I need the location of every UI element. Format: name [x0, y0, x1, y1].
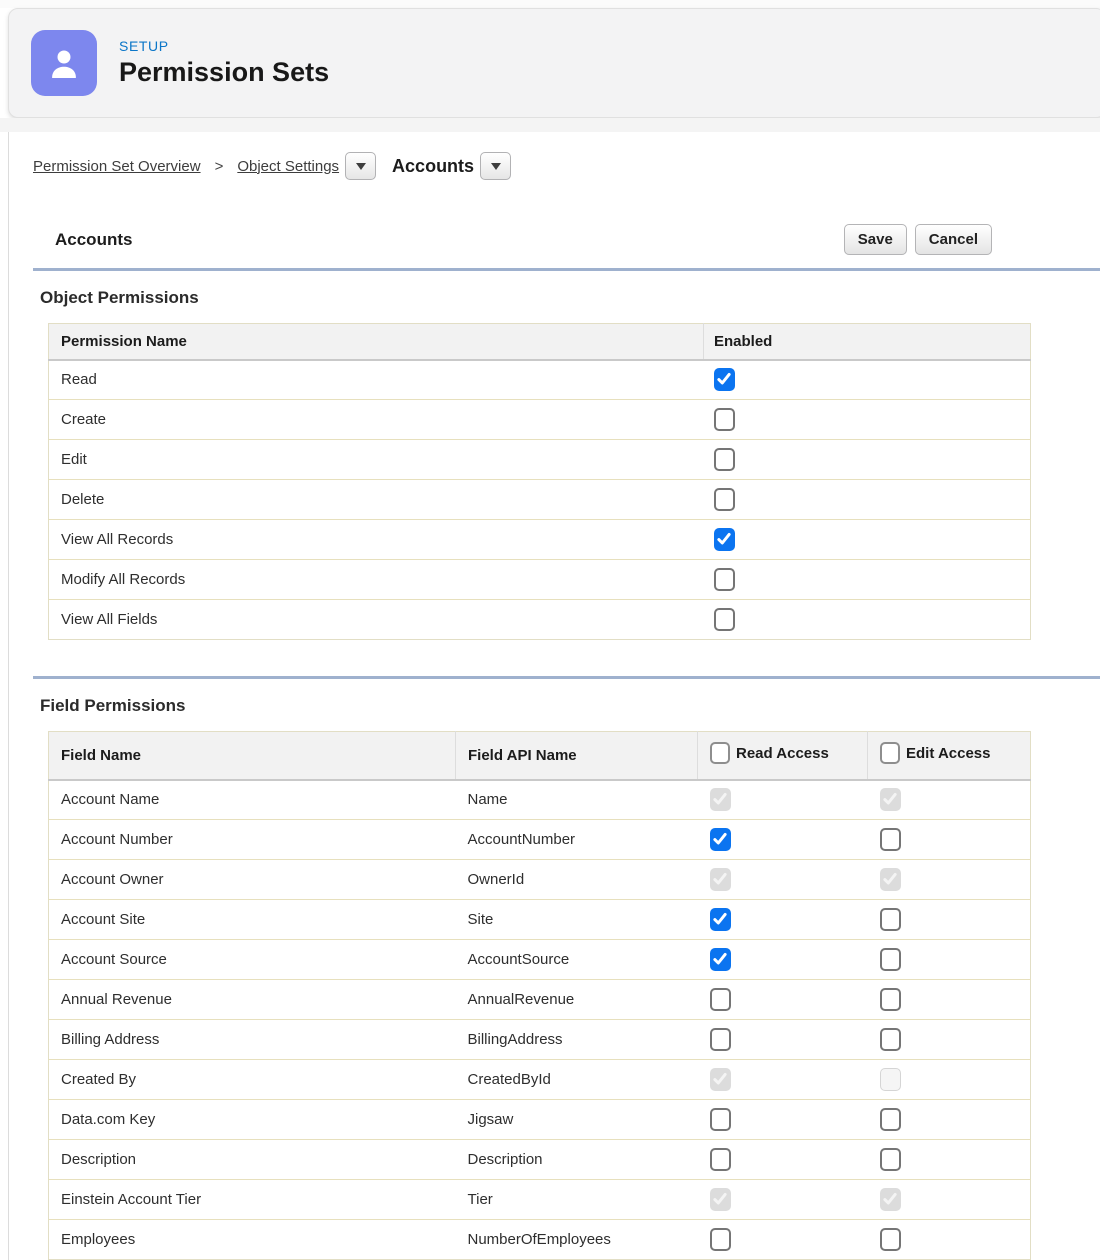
edit-access-checkbox[interactable]	[880, 948, 901, 971]
read-access-cell	[698, 780, 868, 820]
enabled-cell	[704, 560, 1031, 600]
chevron-down-icon	[491, 163, 501, 170]
edit-access-select-all-checkbox[interactable]	[880, 742, 900, 764]
enabled-checkbox[interactable]	[714, 608, 735, 631]
read-access-checkbox[interactable]	[710, 1148, 731, 1171]
enabled-cell	[704, 600, 1031, 640]
read-access-checkbox	[710, 788, 731, 811]
object-permissions-body	[49, 360, 1031, 640]
permission-name-cell: View All Records	[49, 520, 704, 560]
edit-access-checkbox[interactable]	[880, 1028, 901, 1051]
edit-access-cell	[868, 820, 1031, 860]
table-row	[49, 400, 1031, 440]
field-permissions-table	[48, 731, 1031, 1260]
table-header-row	[49, 732, 1031, 780]
field-api-name-cell: NumberOfEmployees	[456, 1220, 698, 1260]
edit-access-cell	[868, 780, 1031, 820]
action-buttons	[844, 224, 992, 255]
field-api-name-cell: CreatedById	[456, 1060, 698, 1100]
table-row	[49, 900, 1031, 940]
column-header-field-api-name: Field API Name	[456, 732, 698, 780]
enabled-cell	[704, 400, 1031, 440]
edit-access-checkbox[interactable]	[880, 1108, 901, 1131]
read-access-cell	[698, 1020, 868, 1060]
edit-access-cell	[868, 1140, 1031, 1180]
edit-access-cell	[868, 980, 1031, 1020]
read-access-cell	[698, 1060, 868, 1100]
field-name-cell: Created By	[49, 1060, 456, 1100]
edit-access-checkbox	[880, 1068, 901, 1091]
field-api-name-cell: Jigsaw	[456, 1100, 698, 1140]
breadcrumb-entity: Accounts	[392, 155, 475, 176]
edit-access-checkbox[interactable]	[880, 1148, 901, 1171]
edit-access-cell	[868, 940, 1031, 980]
field-api-name-cell: AccountSource	[456, 940, 698, 980]
permission-sets-icon	[31, 30, 97, 96]
breadcrumb-permission-set-overview-link[interactable]: Permission Set Overview	[33, 157, 201, 175]
read-access-cell	[698, 940, 868, 980]
field-name-cell: Einstein Account Tier	[49, 1180, 456, 1220]
field-api-name-cell: OwnerId	[456, 860, 698, 900]
table-row	[49, 860, 1031, 900]
table-row	[49, 600, 1031, 640]
enabled-checkbox[interactable]	[714, 368, 735, 391]
edit-access-cell	[868, 1020, 1031, 1060]
table-row	[49, 480, 1031, 520]
permission-name-cell: Delete	[49, 480, 704, 520]
table-row	[49, 520, 1031, 560]
edit-access-checkbox[interactable]	[880, 1228, 901, 1251]
permission-name-cell: Edit	[49, 440, 704, 480]
read-access-cell	[698, 1180, 868, 1220]
table-row	[49, 940, 1031, 980]
field-name-cell: Account Owner	[49, 860, 456, 900]
edit-access-label: Edit Access	[906, 744, 991, 762]
entity-dropdown-button[interactable]	[480, 152, 511, 180]
read-access-cell	[698, 1140, 868, 1180]
edit-access-cell	[868, 1060, 1031, 1100]
gray-band	[0, 118, 1100, 132]
read-access-select-all-checkbox[interactable]	[710, 742, 730, 764]
page-title: Permission Sets	[119, 57, 330, 87]
field-permissions-heading: Field Permissions	[40, 696, 186, 715]
table-row	[49, 820, 1031, 860]
read-access-checkbox[interactable]	[710, 1228, 731, 1251]
table-row	[49, 1100, 1031, 1140]
table-row	[49, 1180, 1031, 1220]
top-strip	[0, 0, 1100, 8]
table-row	[49, 980, 1031, 1020]
enabled-cell	[704, 360, 1031, 400]
read-access-checkbox	[710, 868, 731, 891]
object-settings-dropdown-button[interactable]	[345, 152, 376, 180]
edit-access-checkbox	[880, 868, 901, 891]
table-row	[49, 1020, 1031, 1060]
field-api-name-cell: Name	[456, 780, 698, 820]
main-content	[8, 132, 1100, 1260]
breadcrumb-separator: >	[214, 157, 224, 175]
permission-name-cell: Modify All Records	[49, 560, 704, 600]
object-permissions-table	[48, 323, 1031, 640]
read-access-cell	[698, 860, 868, 900]
read-access-checkbox[interactable]	[710, 1108, 731, 1131]
read-access-checkbox[interactable]	[710, 1028, 731, 1051]
field-api-name-cell: AnnualRevenue	[456, 980, 698, 1020]
setup-header-card	[8, 8, 1100, 118]
breadcrumb-object-settings-link[interactable]: Object Settings	[237, 157, 340, 175]
field-name-cell: Employees	[49, 1220, 456, 1260]
column-header-permission-name: Permission Name	[49, 324, 704, 360]
column-header-edit-access	[868, 732, 1031, 780]
table-row	[49, 440, 1031, 480]
column-header-read-access	[698, 732, 868, 780]
enabled-cell	[704, 440, 1031, 480]
enabled-cell	[704, 480, 1031, 520]
edit-access-checkbox[interactable]	[880, 828, 901, 851]
edit-access-cell	[868, 860, 1031, 900]
read-access-cell	[698, 820, 868, 860]
column-header-field-name: Field Name	[49, 732, 456, 780]
edit-access-cell	[868, 1180, 1031, 1220]
field-api-name-cell: Tier	[456, 1180, 698, 1220]
field-name-cell: Account Source	[49, 940, 456, 980]
read-access-checkbox	[710, 1188, 731, 1211]
field-name-cell: Account Number	[49, 820, 456, 860]
table-row	[49, 360, 1031, 400]
field-name-cell: Billing Address	[49, 1020, 456, 1060]
edit-access-checkbox	[880, 1188, 901, 1211]
section-divider	[33, 268, 1100, 271]
user-icon	[45, 44, 83, 82]
enabled-cell	[704, 520, 1031, 560]
permission-name-cell: Create	[49, 400, 704, 440]
field-api-name-cell: Site	[456, 900, 698, 940]
table-row	[49, 1060, 1031, 1100]
enabled-checkbox[interactable]	[714, 488, 735, 511]
field-api-name-cell: AccountNumber	[456, 820, 698, 860]
edit-access-cell	[868, 1220, 1031, 1260]
read-access-cell	[698, 1220, 868, 1260]
field-name-cell: Description	[49, 1140, 456, 1180]
table-row	[49, 1140, 1031, 1180]
entity-heading-row	[33, 224, 1100, 255]
read-access-cell	[698, 900, 868, 940]
field-name-cell: Account Site	[49, 900, 456, 940]
table-row	[49, 560, 1031, 600]
enabled-checkbox[interactable]	[714, 408, 735, 431]
table-row	[49, 780, 1031, 820]
read-access-label: Read Access	[736, 744, 829, 762]
field-api-name-cell: Description	[456, 1140, 698, 1180]
permission-name-cell: View All Fields	[49, 600, 704, 640]
column-header-enabled: Enabled	[704, 324, 1031, 360]
permission-name-cell: Read	[49, 360, 704, 400]
breadcrumb	[33, 152, 1100, 180]
read-access-checkbox[interactable]	[710, 948, 731, 971]
read-access-checkbox[interactable]	[710, 988, 731, 1011]
field-name-cell: Annual Revenue	[49, 980, 456, 1020]
save-button[interactable]: Save	[844, 224, 907, 255]
field-permissions-body	[49, 780, 1031, 1260]
read-access-checkbox[interactable]	[710, 828, 731, 851]
edit-access-checkbox[interactable]	[880, 908, 901, 931]
enabled-checkbox[interactable]	[714, 448, 735, 471]
section-divider	[33, 676, 1100, 679]
cancel-button[interactable]: Cancel	[915, 224, 992, 255]
object-permissions-heading: Object Permissions	[40, 288, 199, 307]
edit-access-cell	[868, 900, 1031, 940]
edit-access-cell	[868, 1100, 1031, 1140]
read-access-cell	[698, 1100, 868, 1140]
field-name-cell: Account Name	[49, 780, 456, 820]
edit-access-checkbox	[880, 788, 901, 811]
edit-access-checkbox[interactable]	[880, 988, 901, 1011]
table-row	[49, 1220, 1031, 1260]
chevron-down-icon	[356, 163, 366, 170]
entity-title: Accounts	[55, 229, 133, 249]
field-name-cell: Data.com Key	[49, 1100, 456, 1140]
field-api-name-cell: BillingAddress	[456, 1020, 698, 1060]
enabled-checkbox[interactable]	[714, 528, 735, 551]
read-access-cell	[698, 980, 868, 1020]
enabled-checkbox[interactable]	[714, 568, 735, 591]
read-access-checkbox[interactable]	[710, 908, 731, 931]
read-access-checkbox	[710, 1068, 731, 1091]
setup-eyebrow: SETUP	[119, 38, 169, 54]
table-header-row	[49, 324, 1031, 360]
